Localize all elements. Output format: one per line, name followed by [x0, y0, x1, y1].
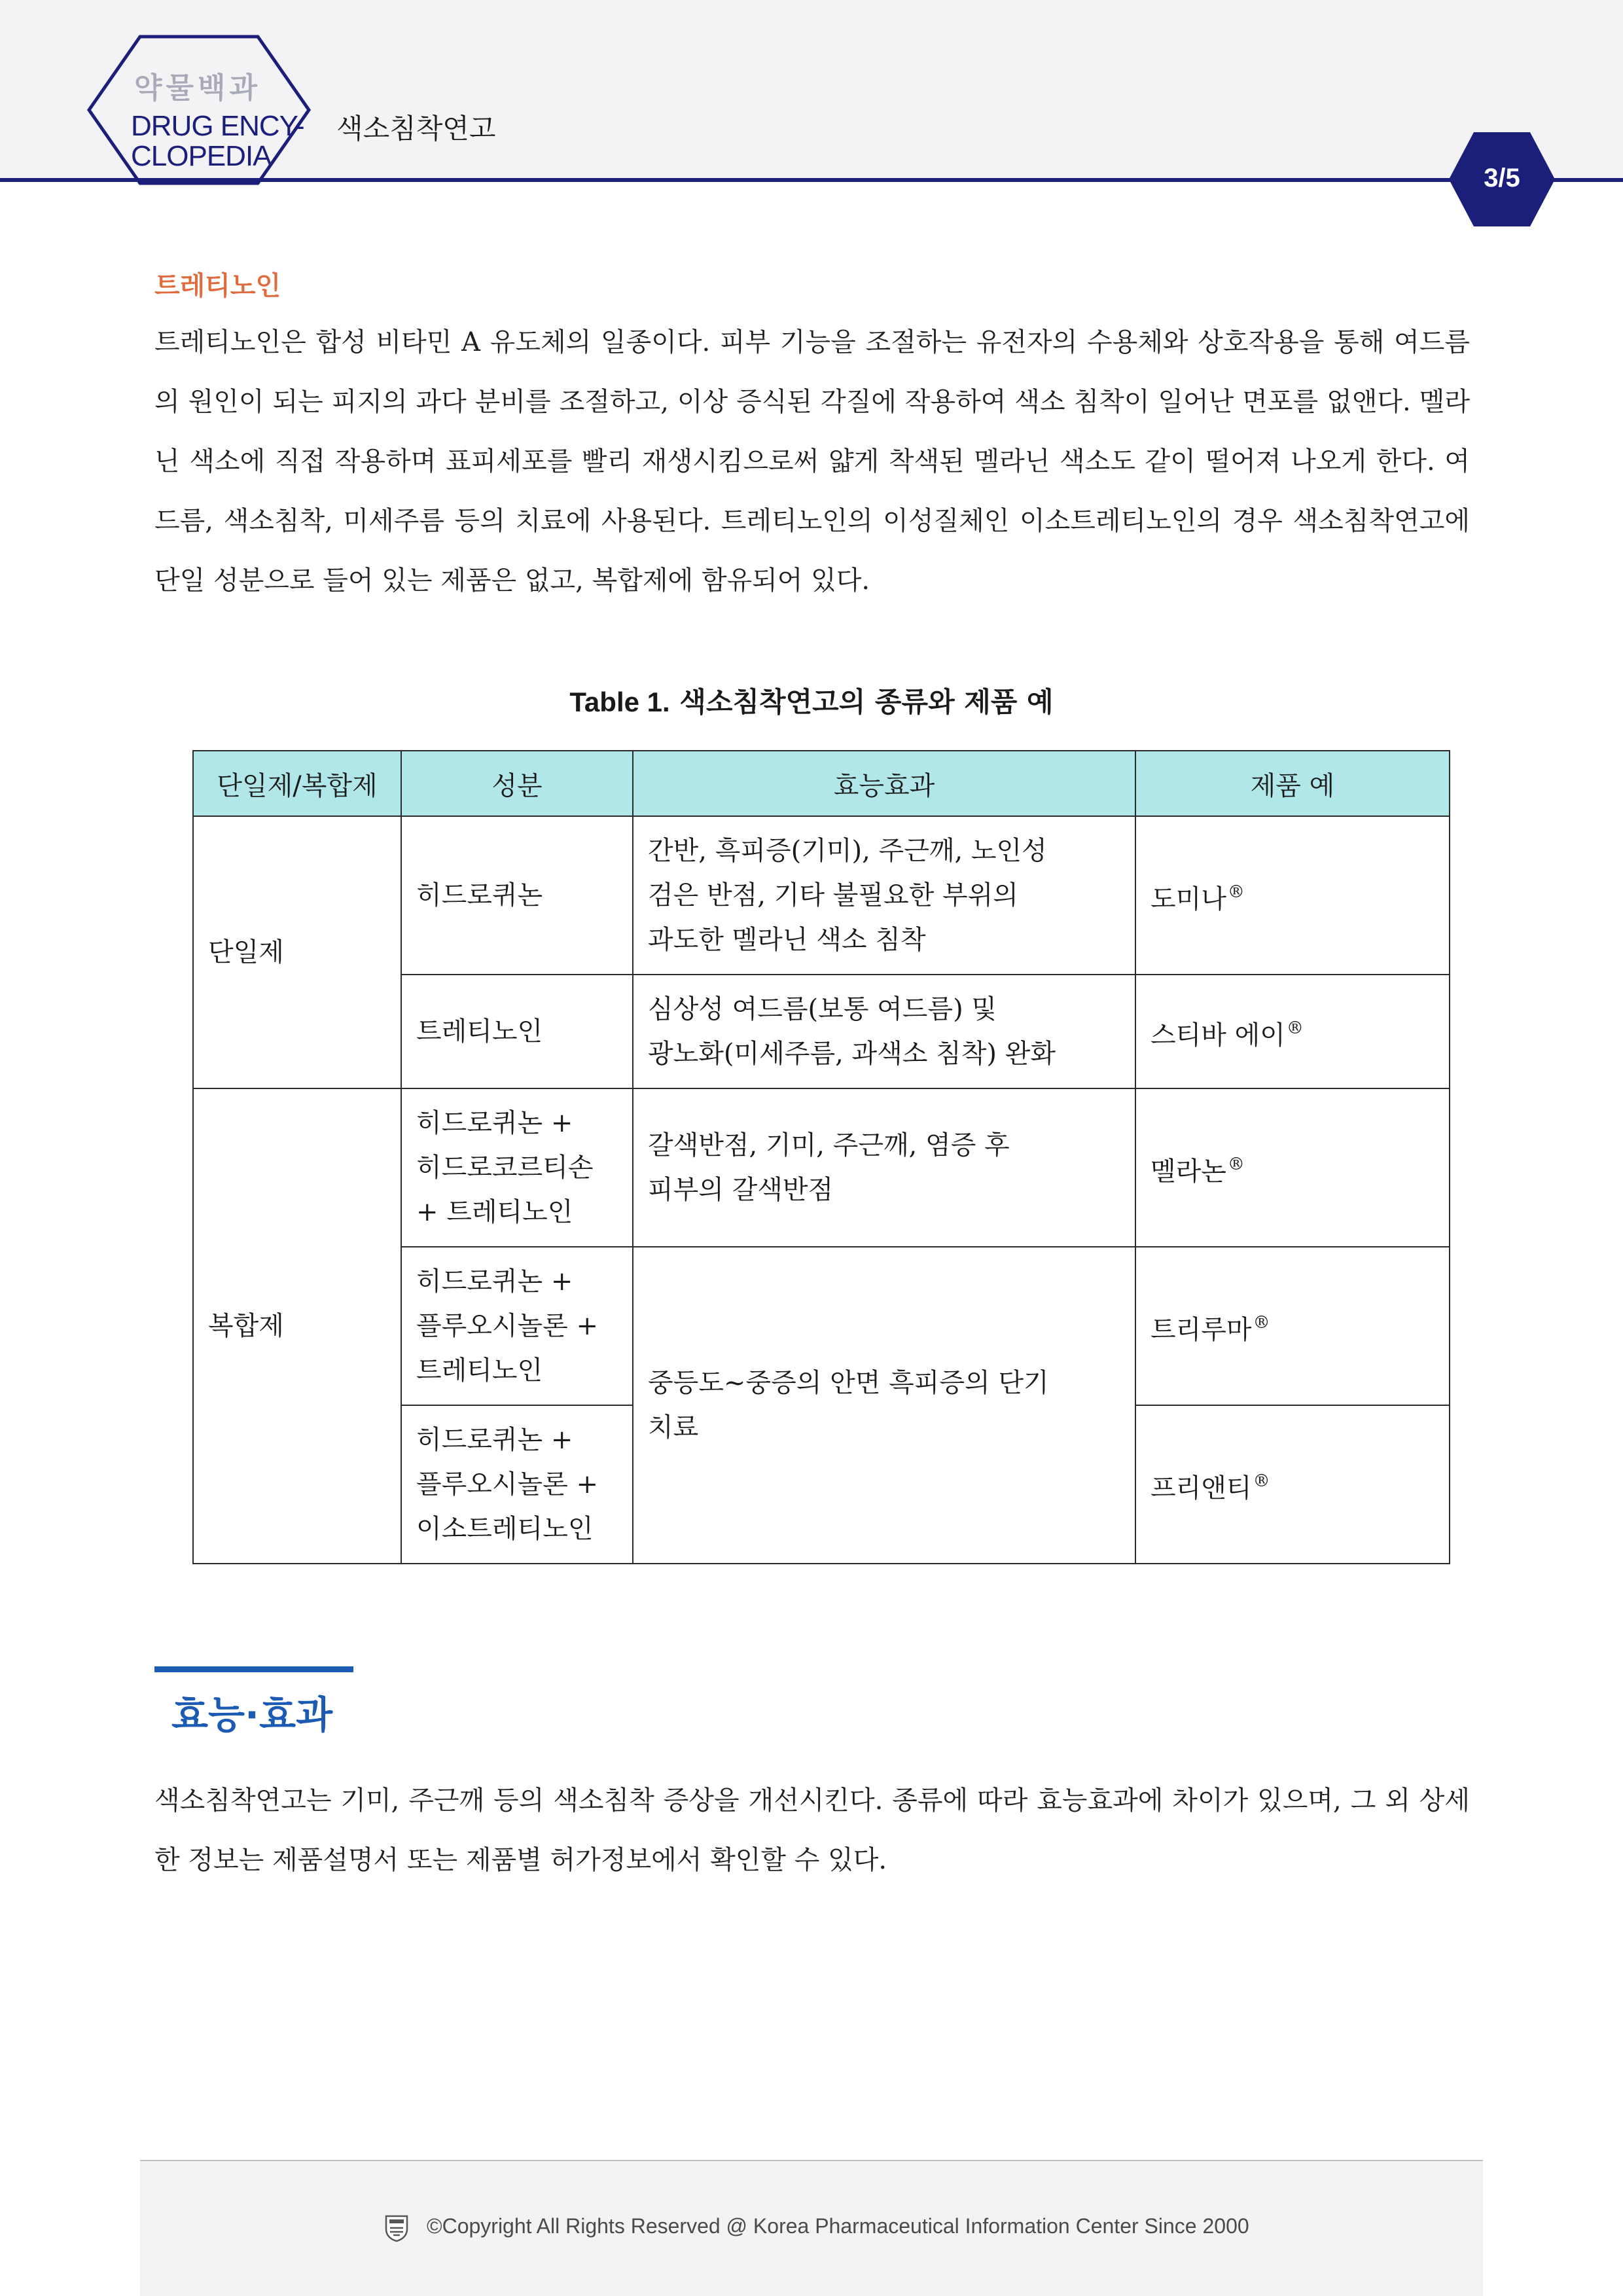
- effect-cell: [633, 1088, 1135, 1247]
- ingredient-line: 이소트레티노인: [416, 1514, 594, 1544]
- registered-mark: ®: [1286, 1018, 1304, 1038]
- ingredient-line: 플루오시놀론 +: [416, 1311, 599, 1341]
- registered-mark: ®: [1253, 1312, 1270, 1333]
- ingredient-line: 트레티노인: [416, 1355, 543, 1386]
- product-name: 트리루마: [1150, 1314, 1252, 1345]
- product-cell: [1135, 1088, 1450, 1247]
- ingredient-line: 플루오시놀론 +: [416, 1469, 599, 1499]
- ingredient-line: 트레티노인: [416, 1016, 543, 1047]
- effect-line: 과도한 멜라닌 색소 침착: [648, 925, 926, 955]
- product-name: 도미나: [1150, 884, 1226, 914]
- ingredient-cell: [401, 975, 633, 1088]
- logo-english-line1: DRUG ENCY-: [131, 110, 304, 142]
- effect-cell: [633, 975, 1135, 1088]
- effect-line: 중등도~중증의 안면 흑피증의 단기: [648, 1368, 1049, 1398]
- table-header-row: [193, 751, 1450, 816]
- effect-line: 검은 반점, 기타 불필요한 부위의: [648, 880, 1018, 910]
- effect-line: 광노화(미세주름, 과색소 침착) 완화: [648, 1039, 1056, 1069]
- ingredient-cell: [401, 816, 633, 975]
- table-caption-number: Table 1.: [569, 687, 670, 717]
- ingredient-cell: [401, 1088, 633, 1247]
- product-cell: [1135, 1405, 1450, 1564]
- product-name: 프리앤티: [1150, 1473, 1252, 1503]
- footer-copyright: ©Copyright All Rights Reserved @ Korea Pharmaceutical Information Center Since 2000: [427, 2214, 1249, 2238]
- group-cell-single: 단일제: [193, 816, 401, 1088]
- effect-cell: [633, 816, 1135, 975]
- effect-line: 갈색반점, 기미, 주근깨, 염증 후: [648, 1130, 1010, 1160]
- logo-english-line2: CLOPEDIA: [131, 140, 272, 172]
- product-cell: [1135, 1247, 1450, 1405]
- table-row: [193, 1088, 1450, 1247]
- shield-icon: [383, 2214, 410, 2242]
- table-row: [193, 816, 1450, 975]
- ingredient-cell: [401, 1405, 633, 1564]
- tretinoin-heading: 트레티노인: [154, 271, 281, 301]
- ingredient-line: + 트레티노인: [416, 1197, 573, 1227]
- effect-line: 치료: [648, 1412, 699, 1443]
- section-accent-bar: [154, 1666, 353, 1672]
- ingredient-line: 히드로퀴논: [416, 880, 543, 910]
- product-cell: [1135, 816, 1450, 975]
- effect-line: 피부의 갈색반점: [648, 1175, 834, 1205]
- effect-line: 심상성 여드름(보통 여드름) 및: [648, 994, 997, 1024]
- header-product: 제품 예: [1135, 751, 1450, 816]
- header-ingredient: 성분: [401, 751, 633, 816]
- product-name: 스티바 에이: [1150, 1020, 1285, 1050]
- ingredient-line: 히드로코르티손: [416, 1153, 594, 1183]
- tretinoin-paragraph: 트레티노인은 합성 비타민 A 유도체의 일종이다. 피부 기능을 조절하는 유전자의 수용체와 상호작용을 통해 여드름의 원인이 되는 피지의 과다 분비를 조절하고, 이상 증식된 각질에 작용하여 색소 침착이 일어난 면포를 없앤다. 멜라닌 색소에 직접 작용하며 표피세포를 빨리 재생시킴으로써 얇게 착색된 멜라닌 색소도 같이 떨어져 나오게 한다. 여드름, 색소침착, 미세주름 등의 치료에 사용된다. 트레티노인의 이성질체인 이소트레티노인의 경우 색소침착연고에 단일 성분으로 들어 있는 제품은 없고, 복합제에 함유되어 있다.: [154, 327, 1470, 596]
- ingredient-cell: [401, 1247, 633, 1405]
- effect-line: 간반, 흑피증(기미), 주근깨, 노인성: [648, 836, 1047, 866]
- ingredient-line: 히드로퀴논 +: [416, 1108, 573, 1138]
- efficacy-paragraph: 색소침착연고는 기미, 주근깨 등의 색소침착 증상을 개선시킨다. 종류에 따라 효능효과에 차이가 있으며, 그 외 상세한 정보는 제품설명서 또는 제품별 허가정보에서 확인할 수 있다.: [154, 1785, 1470, 1875]
- registered-mark: ®: [1227, 882, 1245, 902]
- page-indicator: 3/5: [1484, 164, 1520, 192]
- registered-mark: ®: [1253, 1471, 1270, 1491]
- table-caption: [0, 681, 1623, 720]
- logo-korean: 약물백과: [134, 71, 262, 105]
- product-name: 멜라논: [1150, 1156, 1226, 1187]
- registered-mark: ®: [1227, 1154, 1245, 1174]
- effect-cell-merged: [633, 1247, 1135, 1564]
- ingredient-line: 히드로퀴논 +: [416, 1266, 573, 1297]
- table-caption-text: 색소침착연고의 종류와 제품 예: [679, 686, 1054, 718]
- efficacy-heading: 효능·효과: [171, 1693, 333, 1737]
- ingredient-line: 히드로퀴논 +: [416, 1425, 573, 1455]
- header-effect: 효능효과: [633, 751, 1135, 816]
- document-title: 색소침착연고: [336, 113, 496, 145]
- product-table: [192, 750, 1450, 1564]
- group-cell-combo: 복합제: [193, 1088, 401, 1564]
- product-cell: [1135, 975, 1450, 1088]
- header-type: 단일제/복합제: [193, 751, 401, 816]
